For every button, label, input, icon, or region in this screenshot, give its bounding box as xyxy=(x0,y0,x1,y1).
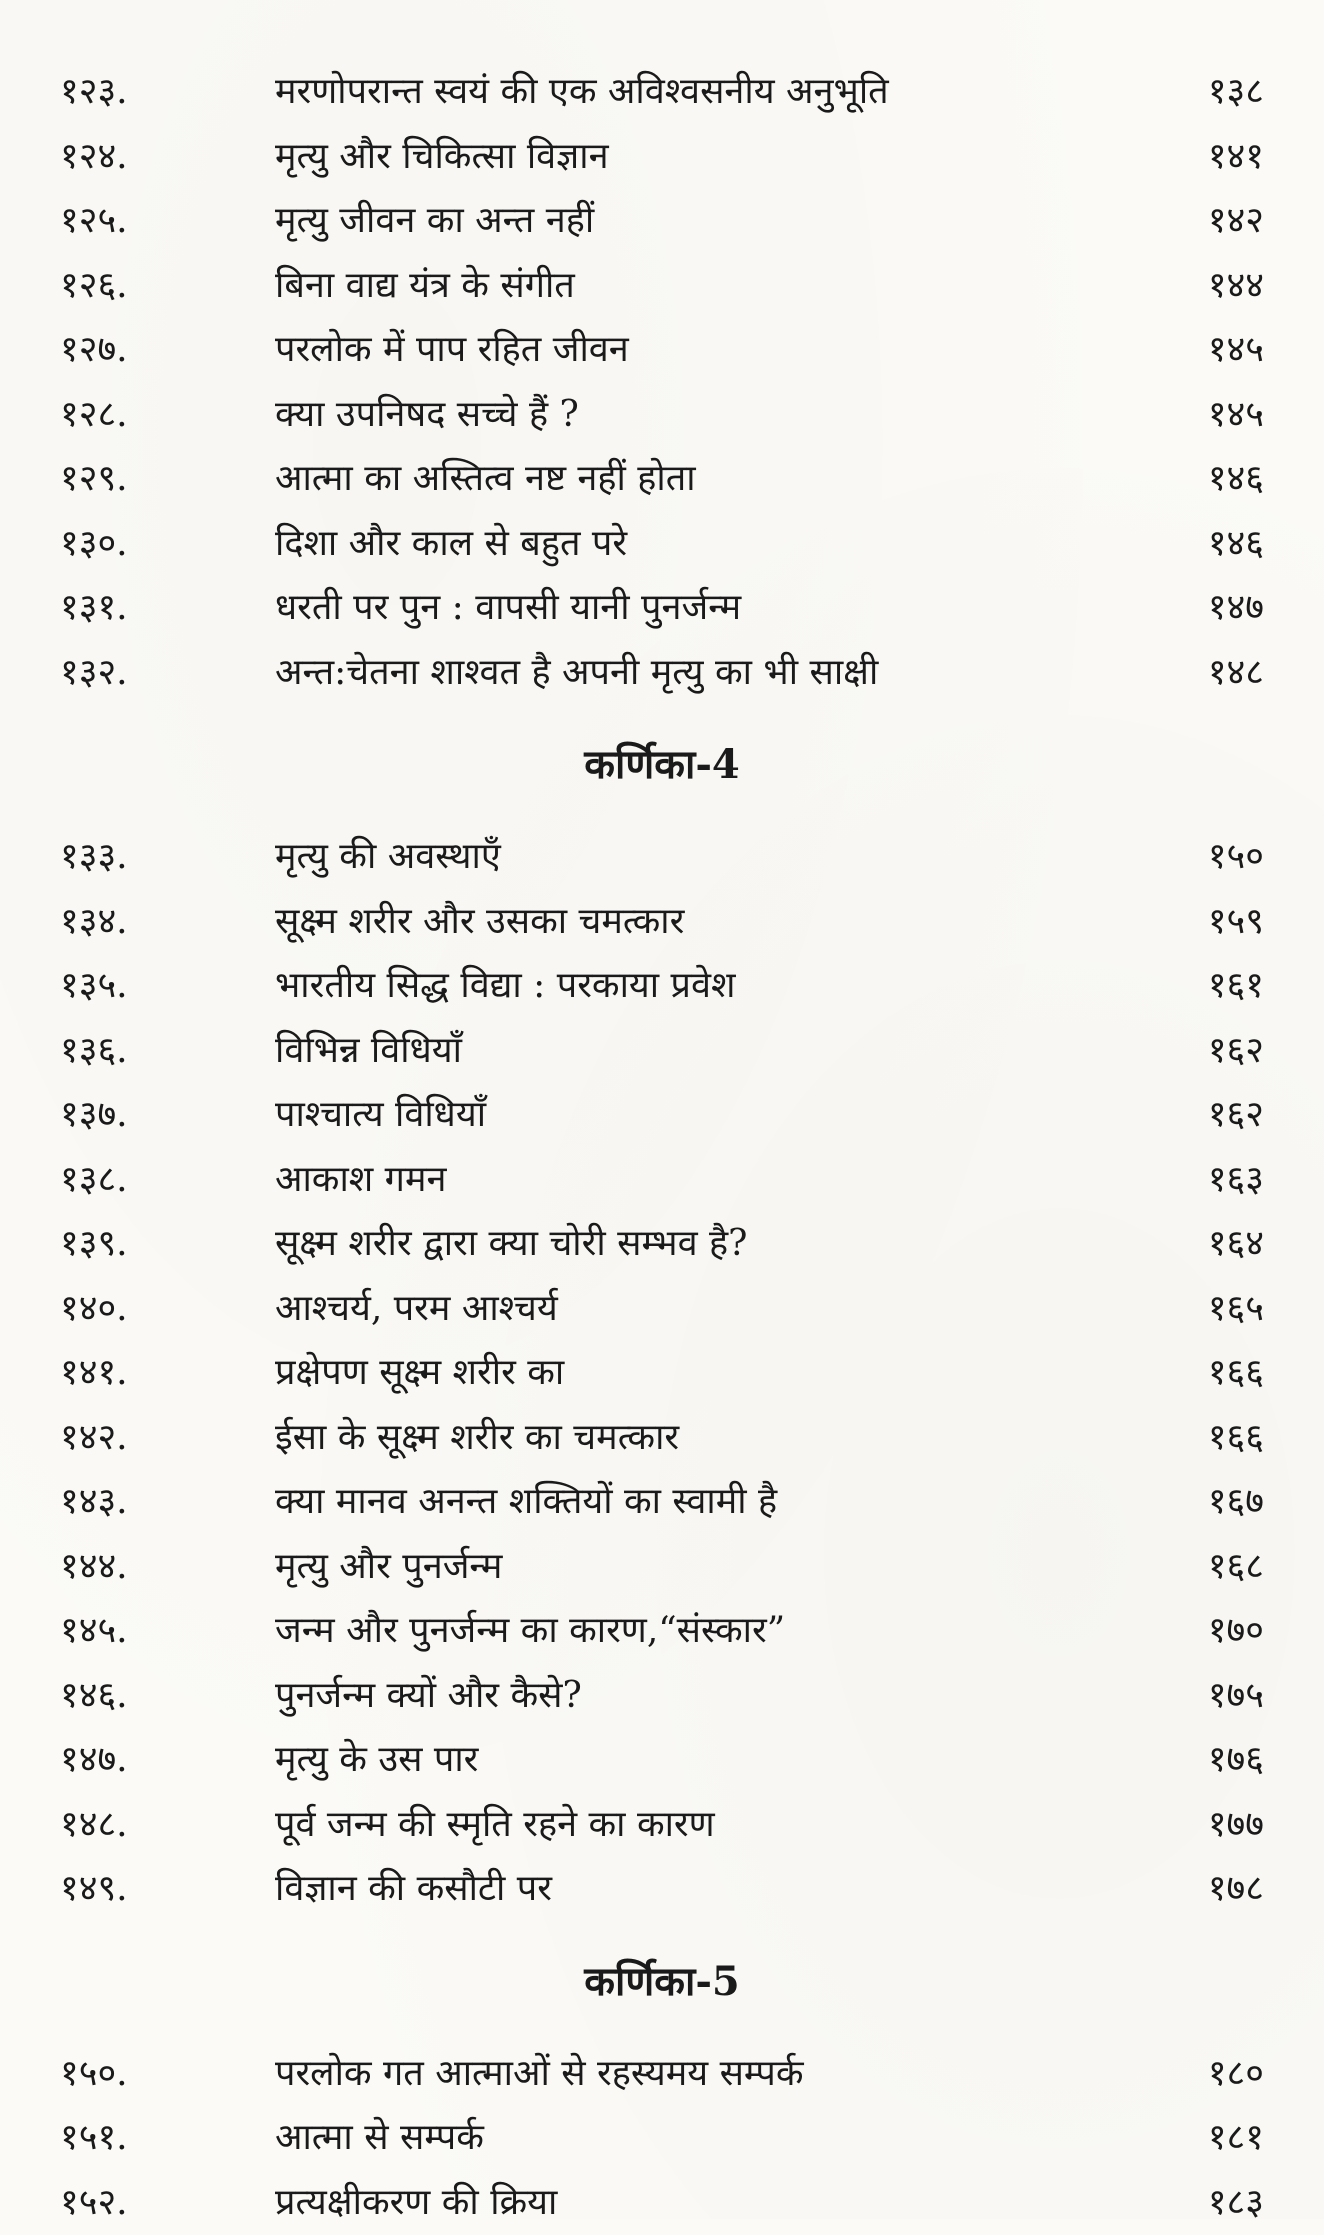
entry-title: मृत्यु और चिकित्सा विज्ञान xyxy=(275,125,1175,190)
entry-page: १४७ xyxy=(1144,576,1264,641)
toc-entry xyxy=(0,1470,1324,1535)
toc-entry xyxy=(0,1599,1324,1664)
entry-number: १३३. xyxy=(60,825,230,890)
entry-number: १५२. xyxy=(60,2171,230,2235)
entry-page: १७७ xyxy=(1144,1793,1264,1858)
toc-entry xyxy=(0,254,1324,319)
toc-entry xyxy=(0,641,1324,706)
entry-title: ईसा के सूक्ष्म शरीर का चमत्कार xyxy=(275,1406,1175,1471)
entry-number: १३९. xyxy=(60,1212,230,1277)
entry-page: १६६ xyxy=(1144,1406,1264,1471)
entry-number: १५०. xyxy=(60,2042,230,2107)
toc-entry xyxy=(0,890,1324,955)
entry-number: १२८. xyxy=(60,383,230,448)
toc-entry xyxy=(0,1277,1324,1342)
toc-entry xyxy=(0,189,1324,254)
entry-title: पाश्चात्य विधियाँ xyxy=(275,1083,1175,1148)
toc-entry xyxy=(0,1728,1324,1793)
toc-section-3 xyxy=(0,1922,1324,2235)
toc-entry xyxy=(0,1083,1324,1148)
toc-entry xyxy=(0,1341,1324,1406)
entry-page: १६५ xyxy=(1144,1277,1264,1342)
entry-number: १२४. xyxy=(60,125,230,190)
entry-page: १४८ xyxy=(1144,641,1264,706)
entry-page: १७६ xyxy=(1144,1728,1264,1793)
entry-title: अन्त:चेतना शाश्वत है अपनी मृत्यु का भी साक्षी xyxy=(275,641,1175,706)
entry-title: परलोक गत आत्माओं से रहस्यमय सम्पर्क xyxy=(275,2042,1175,2107)
entry-number: १२९. xyxy=(60,447,230,512)
entry-page: १८० xyxy=(1144,2042,1264,2107)
entry-number: १४५. xyxy=(60,1599,230,1664)
entry-page: १३८ xyxy=(1144,60,1264,125)
toc-entry xyxy=(0,1793,1324,1858)
entry-title: जन्म और पुनर्जन्म का कारण,“संस्कार” xyxy=(275,1599,1175,1664)
entry-page: १६४ xyxy=(1144,1212,1264,1277)
toc-entry xyxy=(0,825,1324,890)
section-heading: कर्णिका-5 xyxy=(0,1922,1324,2042)
entry-page: १६३ xyxy=(1144,1148,1264,1213)
entry-number: १३७. xyxy=(60,1083,230,1148)
entry-number: १२७. xyxy=(60,318,230,383)
entry-title: आकाश गमन xyxy=(275,1148,1175,1213)
toc-entry xyxy=(0,447,1324,512)
entry-page: १७५ xyxy=(1144,1664,1264,1729)
section-heading: कर्णिका-4 xyxy=(0,705,1324,825)
entry-title: पुनर्जन्म क्यों और कैसे? xyxy=(275,1664,1175,1729)
entry-page: १६२ xyxy=(1144,1019,1264,1084)
toc-entry xyxy=(0,60,1324,125)
toc-entry xyxy=(0,2106,1324,2171)
entry-page: १४१ xyxy=(1144,125,1264,190)
entry-title: सूक्ष्म शरीर और उसका चमत्कार xyxy=(275,890,1175,955)
toc-entry xyxy=(0,576,1324,641)
entry-page: १५० xyxy=(1144,825,1264,890)
entry-title: भारतीय सिद्ध विद्या : परकाया प्रवेश xyxy=(275,954,1175,1019)
entry-number: १३०. xyxy=(60,512,230,577)
entry-number: १३५. xyxy=(60,954,230,1019)
entry-page: १४२ xyxy=(1144,189,1264,254)
entry-number: १३२. xyxy=(60,641,230,706)
entry-title: प्रत्यक्षीकरण की क्रिया xyxy=(275,2171,1175,2235)
toc-entry xyxy=(0,2171,1324,2235)
entry-number: १४२. xyxy=(60,1406,230,1471)
entry-title: मृत्यु के उस पार xyxy=(275,1728,1175,1793)
entry-title: क्या मानव अनन्त शक्तियों का स्वामी है xyxy=(275,1470,1175,1535)
entry-title: दिशा और काल से बहुत परे xyxy=(275,512,1175,577)
toc-entry xyxy=(0,1535,1324,1600)
entry-title: मृत्यु की अवस्थाएँ xyxy=(275,825,1175,890)
entry-page: १४६ xyxy=(1144,447,1264,512)
entry-page: १८१ xyxy=(1144,2106,1264,2171)
entry-title: सूक्ष्म शरीर द्वारा क्या चोरी सम्भव है? xyxy=(275,1212,1175,1277)
entry-page: १६२ xyxy=(1144,1083,1264,1148)
entry-number: १४०. xyxy=(60,1277,230,1342)
entry-page: १४६ xyxy=(1144,512,1264,577)
entry-title: विभिन्न विधियाँ xyxy=(275,1019,1175,1084)
entry-page: १६१ xyxy=(1144,954,1264,1019)
entry-page: १८३ xyxy=(1144,2171,1264,2235)
entry-number: १५१. xyxy=(60,2106,230,2171)
entry-title: विज्ञान की कसौटी पर xyxy=(275,1857,1175,1922)
entry-page: १४४ xyxy=(1144,254,1264,319)
toc-entry xyxy=(0,383,1324,448)
entry-number: १३८. xyxy=(60,1148,230,1213)
toc-section-2 xyxy=(0,705,1324,1922)
entry-title: आश्चर्य, परम आश्चर्य xyxy=(275,1277,1175,1342)
entry-page: १६८ xyxy=(1144,1535,1264,1600)
entry-title: मृत्यु और पुनर्जन्म xyxy=(275,1535,1175,1600)
toc-entry xyxy=(0,125,1324,190)
entry-title: बिना वाद्य यंत्र के संगीत xyxy=(275,254,1175,319)
entry-title: क्या उपनिषद सच्चे हैं ? xyxy=(275,383,1175,448)
entry-number: १२५. xyxy=(60,189,230,254)
entry-number: १४७. xyxy=(60,1728,230,1793)
entry-number: १४४. xyxy=(60,1535,230,1600)
entry-title: मृत्यु जीवन का अन्त नहीं xyxy=(275,189,1175,254)
entry-page: १४५ xyxy=(1144,383,1264,448)
toc-entry xyxy=(0,318,1324,383)
entry-page: १७० xyxy=(1144,1599,1264,1664)
entry-page: १७८ xyxy=(1144,1857,1264,1922)
toc-entry xyxy=(0,1857,1324,1922)
entry-title: धरती पर पुन : वापसी यानी पुनर्जन्म xyxy=(275,576,1175,641)
entry-number: १२३. xyxy=(60,60,230,125)
toc-section-1 xyxy=(0,60,1324,705)
toc-entry xyxy=(0,1664,1324,1729)
toc-entry xyxy=(0,1212,1324,1277)
entry-title: परलोक में पाप रहित जीवन xyxy=(275,318,1175,383)
entry-page: १४५ xyxy=(1144,318,1264,383)
entry-number: १३६. xyxy=(60,1019,230,1084)
entry-number: १४१. xyxy=(60,1341,230,1406)
entry-number: १२६. xyxy=(60,254,230,319)
entry-number: १४३. xyxy=(60,1470,230,1535)
entry-page: १६७ xyxy=(1144,1470,1264,1535)
entry-number: १३१. xyxy=(60,576,230,641)
entry-page: १६६ xyxy=(1144,1341,1264,1406)
toc-entry xyxy=(0,512,1324,577)
entry-title: मरणोपरान्त स्वयं की एक अविश्वसनीय अनुभूति xyxy=(275,60,1175,125)
toc-entry xyxy=(0,954,1324,1019)
toc-entry xyxy=(0,1148,1324,1213)
entry-number: १४९. xyxy=(60,1857,230,1922)
entry-title: आत्मा का अस्तित्व नष्ट नहीं होता xyxy=(275,447,1175,512)
entry-number: १४६. xyxy=(60,1664,230,1729)
toc-entry xyxy=(0,2042,1324,2107)
entry-title: आत्मा से सम्पर्क xyxy=(275,2106,1175,2171)
entry-page: १५९ xyxy=(1144,890,1264,955)
toc-entry xyxy=(0,1406,1324,1471)
entry-title: प्रक्षेपण सूक्ष्म शरीर का xyxy=(275,1341,1175,1406)
entry-number: १४८. xyxy=(60,1793,230,1858)
toc-entry xyxy=(0,1019,1324,1084)
entry-number: १३४. xyxy=(60,890,230,955)
entry-title: पूर्व जन्म की स्मृति रहने का कारण xyxy=(275,1793,1175,1858)
